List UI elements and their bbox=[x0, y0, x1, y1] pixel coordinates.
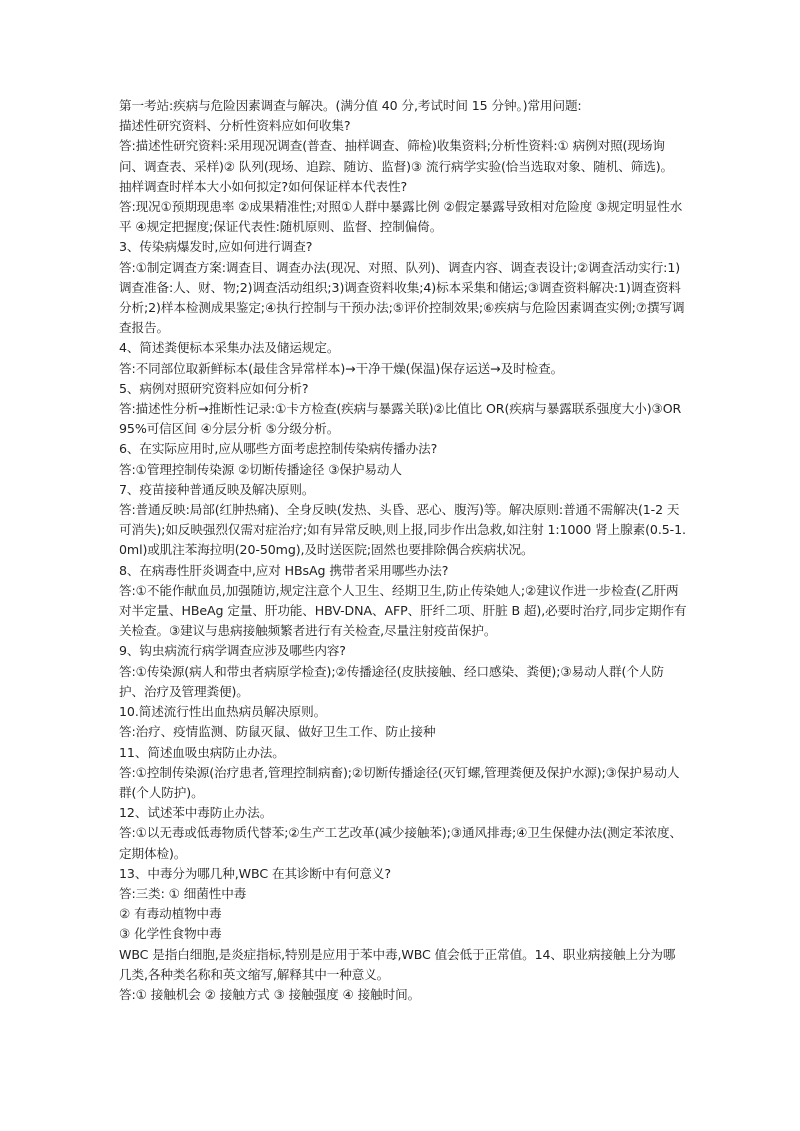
answer-10-hemorrhagic-fever: 答:治疗、疫情监测、防鼠灭鼠、做好卫生工作、防止接种 bbox=[119, 724, 436, 740]
question-data-collection: 描述性研究资料、分析性资料应如何收集? bbox=[119, 118, 351, 134]
answer-6-transmission-control: 答:①管理控制传染源 ②切断传播途径 ③保护易动人 bbox=[119, 461, 402, 477]
question-6-transmission-control: 6、在实际应用时,应从哪些方面考虑控制传染病传播办法? bbox=[119, 441, 438, 457]
question-9-hookworm: 9、钩虫病流行病学调查应涉及哪些内容? bbox=[119, 643, 346, 659]
answer-13-line-2: ② 有毒动植物中毒 bbox=[119, 906, 222, 922]
answer-12-benzene: 答:①以无毒或低毒物质代替苯;②生产工艺改革(减少接触苯);③通风排毒;④卫生保健办法(测定苯浓度、定期体检)。 bbox=[119, 825, 683, 861]
answer-7-vaccine-reaction: 答:普通反映:局部(红肿热痛)、全身反映(发热、头昏、恶心、腹泻)等。解决原则:普通不需解决(1-2 天可消失);如反映强烈仅需对症治疗;如有异常反映,则上报,同步作出急救,如注射 1:1000 肾上腺素(0.5-1.0ml)或肌注苯海拉明(20-50mg),及时送医院;固然也要排除偶合疾病状况。 bbox=[119, 502, 686, 558]
answer-9-hookworm: 答:①传染源(病人和带虫者病原学检查);②传播途径(皮肤接触、经口感染、粪便);③易动人群(个人防护、治疗及管理粪便)。 bbox=[119, 663, 664, 699]
answer-14-exposure: 答:① 接触机会 ② 接触方式 ③ 接触强度 ④ 接触时间。 bbox=[119, 986, 421, 1002]
document-page bbox=[119, 96, 687, 1005]
question-7-vaccine-reaction: 7、疫苗接种普通反映及解决原则。 bbox=[119, 481, 315, 497]
answer-4-stool-sample: 答:不同部位取新鲜标本(最佳含异常样本)→干净干燥(保温)保存运送→及时检查。 bbox=[119, 360, 564, 376]
question-12-benzene: 12、试述苯中毒防止办法。 bbox=[119, 805, 273, 821]
answer-3-outbreak: 答:①制定调查方案:调查目、调查办法(现况、对照、队列)、调查内容、调查表设计;②调查活动实行:1)调查准备:人、财、物;2)调查活动组织;3)调查资料收集;4)标本采集和储运;③调查资料解决:1)调查资料分析;2)样本检测成果鉴定;④执行控制与干预办法;⑤评价控制效果;⑥疾病与危险因素调查实例;⑦撰写调查报告。 bbox=[119, 259, 685, 336]
answer-11-schistosomiasis: 答:①控制传染源(治疗患者,管理控制病畜);②切断传播途径(灭钉螺,管理粪便及保护水源);③保护易动人群(个人防护)。 bbox=[119, 764, 680, 800]
question-10-hemorrhagic-fever: 10.简述流行性出血热病员解决原则。 bbox=[119, 704, 327, 720]
answer-5-case-control: 答:描述性分析→推断性记录:①卡方检查(疾病与暴露关联)②比值比 OR(疾病与暴露联系强度大小)③OR95%可信区间 ④分层分析 ⑤分级分析。 bbox=[119, 401, 682, 437]
question-5-case-control: 5、病例对照研究资料应如何分析? bbox=[119, 380, 309, 396]
question-13-poisoning: 13、中毒分为哪几种,WBC 在其诊断中有何意义? bbox=[119, 865, 391, 881]
station-intro: 第一考站:疾病与危险因素调查与解决。(满分值 40 分,考试时间 15 分钟。)常用问题: bbox=[119, 98, 582, 113]
answer-data-collection: 答:描述性研究资料:采用现况调查(普查、抽样调查、筛检)收集资料;分析性资料:① 病例对照(现场询问、调查表、采样)② 队列(现场、追踪、随访、监督)③ 流行病学实验(恰当选取对象、随机、筛选)。 bbox=[119, 138, 674, 174]
question-sample-size: 抽样调查时样本大小如何拟定?如何保证样本代表性? bbox=[119, 178, 408, 194]
question-3-outbreak: 3、传染病爆发时,应如何进行调查? bbox=[119, 239, 313, 255]
question-4-stool-sample: 4、简述粪便标本采集办法及储运规定。 bbox=[119, 340, 340, 356]
question-8-hbsag: 8、在病毒性肝炎调查中,应对 HBsAg 携带者采用哪些办法? bbox=[119, 562, 449, 578]
question-11-schistosomiasis: 11、简述血吸虫病防止办法。 bbox=[119, 744, 285, 760]
answer-13-line-3: ③ 化学性食物中毒 bbox=[119, 926, 222, 942]
answer-sample-size: 答:现况①预期现患率 ②成果精准性;对照①人群中暴露比例 ②假定暴露导致相对危险度 ③规定明显性水平 ④规定把握度;保证代表性:随机原则、监督、控制偏倚。 bbox=[119, 199, 683, 235]
answer-13-line-1: 答:三类: ① 细菌性中毒 bbox=[119, 885, 247, 901]
wbc-and-question-14: WBC 是指白细胞,是炎症指标,特别是应用于苯中毒,WBC 值会低于正常值。14、职业病接触上分为哪几类,各种类名称和英文缩写,解释其中一种意义。 bbox=[119, 946, 676, 982]
answer-8-hbsag: 答:①不能作献血员,加强随访,规定注意个人卫生、经期卫生,防止传染她人;②建议作进一步检查(乙肝两对半定量、HBeAg 定量、肝功能、HBV-DNA、AFP、肝纤二项、肝脏 B 超),必要时治疗,同步定期作有关检查。③建议与患病接触频繁者进行有关检查,尽量注射疫苗保护。 bbox=[119, 582, 687, 639]
